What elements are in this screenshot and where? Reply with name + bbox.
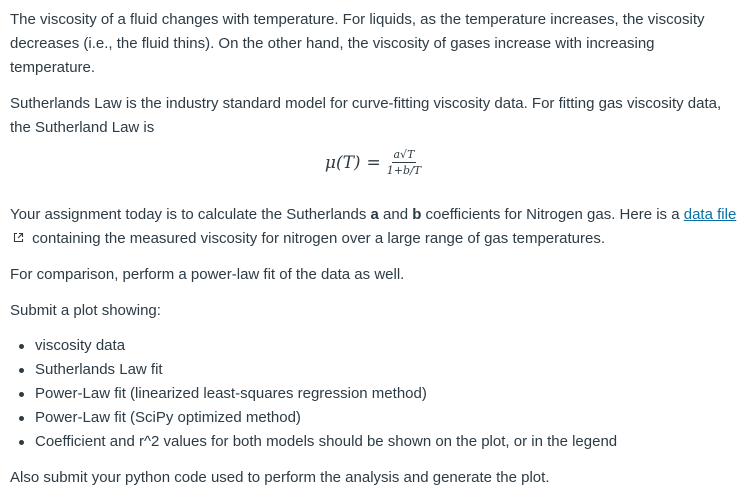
formula-numerator: a√T <box>393 148 415 161</box>
list-item: Power-Law fit (SciPy optimized method) <box>10 406 740 430</box>
list-item: Coefficient and r^2 values for both models should be shown on the plot, or in the legend <box>10 430 740 454</box>
external-link-icon[interactable] <box>13 227 24 251</box>
closing-paragraph: Also submit your python code used to perform the analysis and generate the plot. <box>10 469 550 486</box>
assignment-text-part2: coefficients for Nitrogen gas. Here is a <box>421 206 684 223</box>
formula-denominator: 1+b/T <box>386 164 422 177</box>
coefficient-b: b <box>412 206 422 223</box>
comparison-paragraph: For comparison, perform a power-law fit of the data as well. <box>10 266 405 283</box>
intro-paragraph: The viscosity of a fluid changes with temperature. For liquids, as the temperature increases, the viscosity decreases (i.e., the fluid thins). On the other hand, the viscosity of gases increase with increasing temperature. <box>10 11 705 76</box>
data-file-link[interactable]: data file <box>683 206 737 223</box>
sutherland-formula <box>0 148 746 177</box>
assignment-paragraph <box>10 203 740 251</box>
formula-lhs: μ(T) <box>324 152 361 173</box>
list-item: Power-Law fit (linearized least-squares regression method) <box>10 382 740 406</box>
assignment-text-part1: Your assignment today is to calculate the Sutherlands <box>10 206 371 223</box>
coefficient-a: a <box>370 206 379 223</box>
formula-equals: = <box>366 152 381 173</box>
assignment-text-and: and <box>378 206 413 223</box>
assignment-text-part3: containing the measured viscosity for nitrogen over a large range of gas temperatures. <box>28 230 605 247</box>
submit-plot-paragraph: Submit a plot showing: <box>10 302 161 319</box>
list-item: viscosity data <box>10 334 740 358</box>
requirements-list <box>10 334 740 454</box>
formula-fraction <box>387 148 421 177</box>
list-item: Sutherlands Law fit <box>10 358 740 382</box>
sutherland-paragraph: Sutherlands Law is the industry standard model for curve-fitting viscosity data. For fitting gas viscosity data, the Sutherland Law is <box>10 95 722 136</box>
